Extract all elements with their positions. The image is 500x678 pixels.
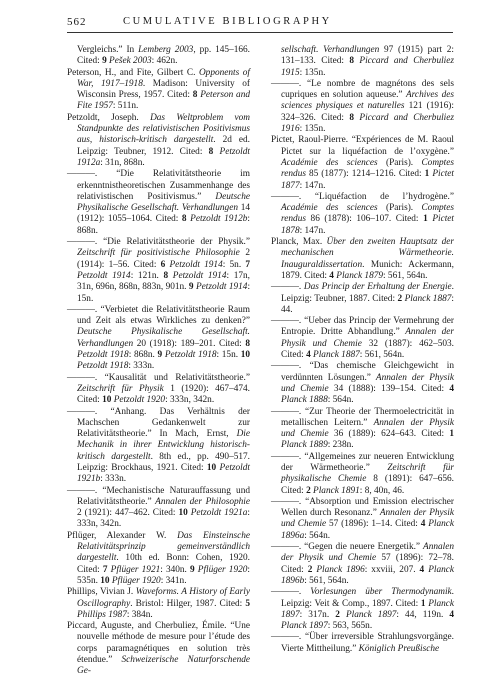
bibliography-entry: ———. “Absorption und Emission electrischer Wellen durch Resonanz.” Annalen der Physik und Chemie 57 (1896): 1–14. Cited: 4 Planck 1896a: 564n. [271, 496, 454, 541]
bibliography-entry: ———. “Allgemeines zur neueren Entwicklung der Wärmetheorie.” Zeitschrift für physikalische Chemie 8 (1891): 647–656. Cited: 2 Planck 1891: 8, 40n, 46. [271, 451, 454, 496]
right-column [271, 45, 454, 655]
bibliography-entry: Vergleichs.” In Lemberg 2003, pp. 145–166. Cited: 9 Pešek 2003: 462n. [77, 45, 250, 67]
bibliography-entry: Piccard, Auguste, and Cherbuliez, Émile. “Une nouvelle méthode de mesure pour l’étude des corps paramagnétiques en solution très étendue.” Schweizerische Naturforschende Ge- [67, 621, 250, 677]
bibliography-entry: Phillips, Vivian J. Waveforms. A History of Early Oscillography. Bristol: Hilger, 1987. Cited: 5 Phillips 1987: 384n. [67, 587, 250, 620]
bibliography-entry: ———. Vorlesungen über Thermodynamik. Leipzig: Veit & Comp., 1897. Cited: 1 Planck 1897: 317n. 2 Planck 1897: 44, 119n. 4 Planck 1897: 563, 565n. [271, 587, 455, 632]
running-head: CUMULATIVE BIBLIOGRAPHY [123, 16, 332, 27]
bibliography-entry: sellschaft. Verhandlungen 97 (1915) part 2: 131–133. Cited: 8 Piccard and Cherbuliez 1915: 135n. [281, 45, 454, 78]
page-number: 562 [67, 16, 87, 28]
bibliography-entry: ———. “Über irreversible Strahlungsvorgänge. Vierte Mittheilung.” Königlich Preußische [271, 632, 454, 654]
bibliography-entry: ———. “Zur Theorie der Thermoelectricität in metallischen Leitern.” Annalen der Physik und Chemie 36 (1889): 624–643. Cited: 1 Planck 1889: 238n. [271, 406, 455, 451]
bibliography-entry: ———. “Anhang. Das Verhältnis der Machschen Gedankenwelt zur Relativitätstheorie.” In Mach, Ernst, Die Mechanik in ihrer Entwicklung historisch-kritisch dargestellt. 8th ed., pp. 490–517. Leipzig: Brockhaus, 1921. Cited: 10 Petzoldt 1921b: 333n. [67, 406, 250, 485]
bibliography-entry: ———. “Liquéfaction de l’hydrogène.” Académie des sciences (Paris). Comptes rendus 86 (1878): 106–107. Cited: 1 Pictet 1878: 147n. [271, 191, 455, 236]
bibliography-entry: ———. “Gegen die neuere Energetik.” Annalen der Physik und Chemie 57 (1896): 72–78. Cited: 2 Planck 1896: xxviii, 207. 4 Planck 1896b: 561, 564n. [271, 542, 454, 586]
bibliography-entry: Pictet, Raoul-Pierre. “Expériences de M. Raoul Pictet sur la liquéfaction de l’oxygène.” Académie des sciences (Paris). Comptes rendus 85 (1877): 1214–1216. Cited: 1 Pictet 1877: 147n. [271, 135, 455, 191]
bibliography-entry: ———. “Die Relativitätstheorie im erkenntnistheoretischen Zusammenhange des relativistischen Positivismus.” Deutsche Physikalische Gesellschaft. Verhandlungen 14 (1912): 1055–1064. Cited: 8 Petzoldt 1912b: 868n. [67, 169, 250, 236]
bibliography-entry: ———. “Die Relativitätstheorie der Physik.” Zeitschrift für positivistische Philosophie 2 (1914): 1–56. Cited: 6 Petzoldt 1914: 5n. 7 Petzoldt 1914: 121n. 8 Petzoldt 1914: 17n, 31n, 696n, 868n, 883n, 901n. 9 Petzoldt 1914: 15n. [67, 237, 251, 304]
bibliography-entry: Peterson, H., and Fite, Gilbert C. Opponents of War, 1917–1918. Madison: University of Wisconsin Press, 1957. Cited: 8 Peterson and Fite 1957: 511n. [67, 67, 250, 112]
bibliography-entry: ———. “Verbietet die Relativitätstheorie Raum und Zeit als etwas Wirkliches zu denken?” Deutsche Physikalische Gesellschaft. Verhandlungen 20 (1918): 189–201. Cited: 8 Petzoldt 1918: 868n. 9 Petzoldt 1918: 15n. 10 Petzoldt 1918: 333n. [67, 304, 250, 372]
bibliography-entry: Petzoldt, Joseph. Das Weltproblem vom Standpunkte des relativistischen Positivismus aus, historisch-kritisch dargestellt. 2d ed. Leipzig: Teubner, 1912. Cited: 8 Petzoldt 1912a: 31n, 868n. [67, 112, 250, 168]
bibliography-entry: ———. “Das chemische Gleichgewicht in verdünnten Lösungen.” Annalen der Physik und Chemie 34 (1888): 139–154. Cited: 4 Planck 1888: 564n. [271, 361, 455, 406]
bibliography-entry: ———. Das Princip der Erhaltung der Energie. Leipzig: Teubner, 1887. Cited: 2 Planck 1887: 44. [271, 282, 454, 315]
bibliography-entry: Planck, Max. Über den zweiten Hauptsatz der mechanischen Wärmetheorie. Inauguraldissertation. Munich: Ackermann, 1879. Cited: 4 Planck 1879: 561, 564n. [271, 237, 454, 281]
bibliography-entry: ———. “Kausalität und Relativitätstheorie.” Zeitschrift für Physik 1 (1920): 467–474. Cited: 10 Petzoldt 1920: 333n, 342n. [67, 372, 250, 406]
page-header [67, 16, 453, 33]
bibliography-entry: Pflüger, Alexander W. Das Einsteinsche Relativitätsprinzip gemeinverständlich dargestellt. 10th ed. Bonn: Cohen, 1920. Cited: 7 Pflüger 1921: 340n. 9 Pflüger 1920: 535n. 10 Pflüger 1920: 341n. [67, 530, 250, 586]
bibliography-entry: ———. “Ueber das Princip der Vermehrung der Entropie. Dritte Abhandlung.” Annalen der Physik und Chemie 32 (1887): 462–503. Cited: 4 Planck 1887: 561, 564n. [271, 316, 454, 361]
bibliography-entry: ———. “Le nombre de magnétons des sels cupriques en solution aqueuse.” Archives des sciences physiques et naturelles 121 (1916): 324–326. Cited: 8 Piccard and Cherbuliez 1916: 135n. [271, 78, 454, 135]
left-column [67, 45, 250, 678]
bibliography-entry: ———. “Mechanistische Naturauffassung und Relativitätstheorie.” Annalen der Philosophie 2 (1921): 447–462. Cited: 10 Petzoldt 1921a: 333n, 342n. [67, 485, 251, 530]
